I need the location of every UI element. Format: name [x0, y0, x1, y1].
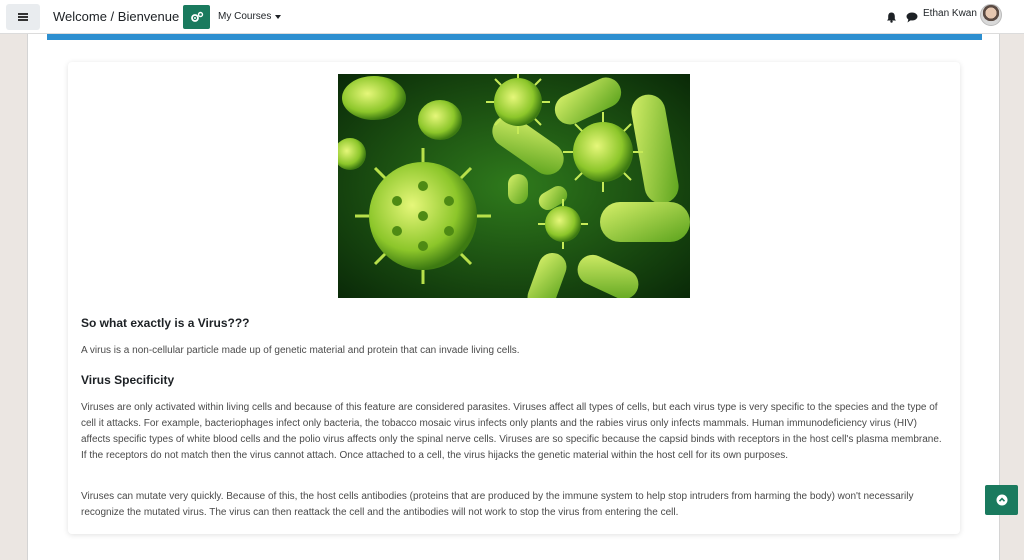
content-card: [68, 62, 960, 534]
section-heading-virus-specificity: Virus Specificity: [81, 373, 175, 387]
user-name[interactable]: Ethan Kwan: [923, 8, 977, 19]
top-navbar: [0, 0, 1024, 34]
cogs-icon: [190, 11, 204, 23]
intro-paragraph: A virus is a non-cellular particle made up of genetic material and protein that can invade living cells.: [81, 345, 520, 356]
bell-icon[interactable]: [886, 12, 897, 23]
avatar[interactable]: [980, 4, 1002, 26]
specificity-paragraph: Viruses are only activated within living cells and because of this feature are considered parasites. Viruses affect all types of cells, but each virus type is very specific to the species and the type of cell it attacks. For example, bacteriophages infect only bacteria, the tobacco mosaic virus infects only plants and the rabies virus only infects mammals. Human immunodeficiency virus (HIV) affects specific types of white blood cells and the polio virus affects only the spinal nerve cells. Viruses are so specific because the capsid binds with receptors in the host cell's plasma membrane. If the receptors do not match then the virus cannot attach. Once attached to a cell, the virus hijacks the genetic material within the host cell for its own purposes.: [81, 402, 942, 461]
back-to-top-button[interactable]: [985, 485, 1018, 515]
my-courses-label: My Courses: [218, 11, 272, 22]
site-title[interactable]: Welcome / Bienvenue: [53, 9, 180, 24]
section-heading-what-is-virus: So what exactly is a Virus???: [81, 316, 250, 330]
mutation-paragraph: Viruses can mutate very quickly. Because of this, the host cells antibodies (proteins that are produced by the immune system to help stop intruders from harming the body) won't necessarily recognize the mutated virus. The virus can then reattack the cell and the antibodies will not work to stop the virus from entering the cell.: [81, 491, 914, 518]
chevron-up-icon: [996, 494, 1008, 506]
menu-toggle-button[interactable]: [6, 4, 40, 30]
virus-illustration-image: [338, 74, 690, 298]
hamburger-icon: [18, 13, 28, 21]
my-courses-dropdown[interactable]: [218, 11, 281, 22]
caret-down-icon: [275, 15, 281, 19]
chat-bubble-icon[interactable]: [906, 12, 918, 23]
section-accent-bar: [47, 34, 982, 40]
course-menu-button[interactable]: [183, 5, 210, 29]
